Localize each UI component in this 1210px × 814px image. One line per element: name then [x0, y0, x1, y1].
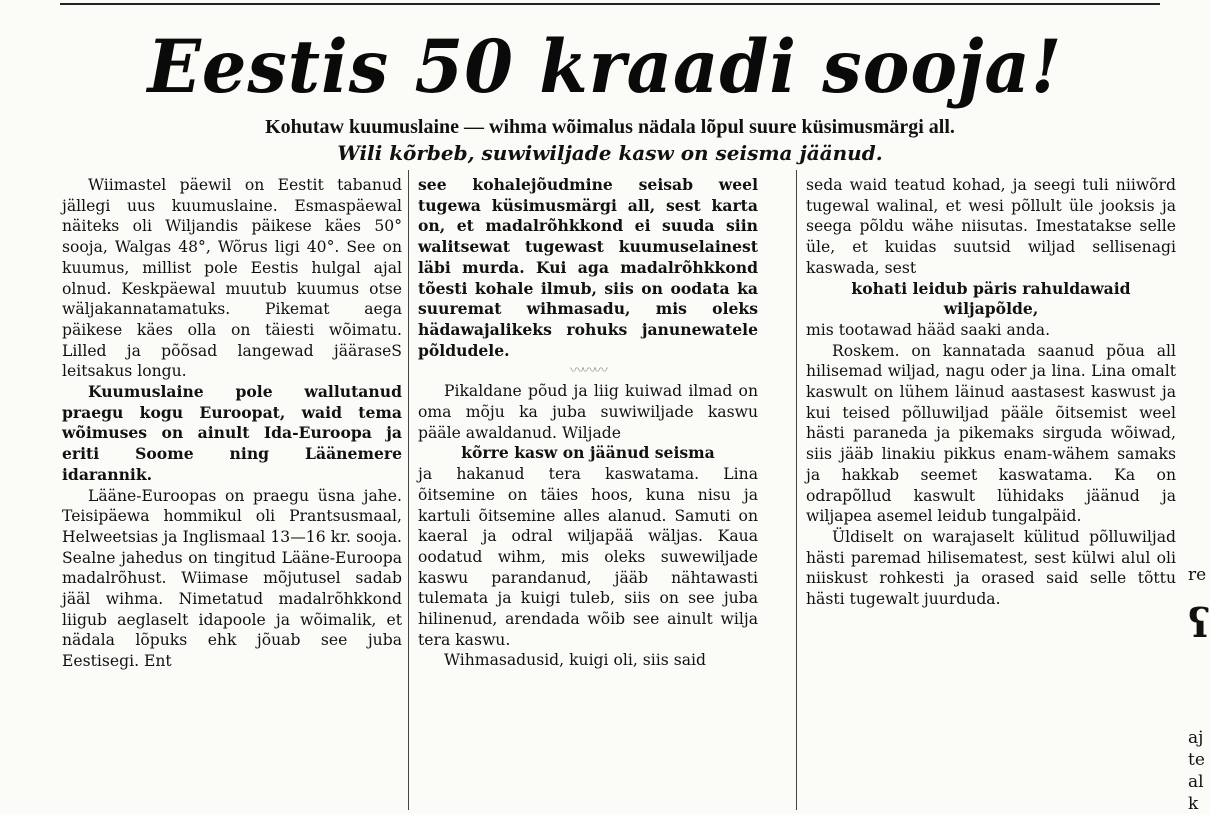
col3-subheading: kohati leidub päris rahuldawaid wiljapõlde, [851, 278, 1131, 319]
col3-paragraph-4: Üldiselt on warajaselt külitud põlluwiljad hästi paremad hilisematest, sest külwi alul oli niiskust rohkesti ja orased said selle tõttu hästi tugewalt juurduda. [806, 527, 1176, 609]
subheadline: Kohutaw kuumuslaine — wihma wõimalus nädala lõpul suure küsimusmärgi all. [265, 116, 955, 138]
col3-paragraph-1: seda waid teatud kohad, ja seegi tuli niiwõrd tugewal walinal, et wesi põllult üle jooksis ja seega põldu wähe niisutas. Imestatakse selle üle, et kuidas suutsid wiljad sellisenagi kaswada, sest [806, 176, 1176, 277]
col2-paragraph-4: Wihmasadusid, kuigi oli, siis said [444, 651, 706, 670]
headline: Eestis 50 kraadi sooja! [147, 22, 1063, 111]
top-rule [60, 3, 1160, 5]
edge-fragment-5: al [1188, 772, 1204, 792]
article-column-2 [418, 175, 758, 671]
col2-paragraph-2: Pikaldane põud ja liig kuiwad ilmad on oma mõju ka juba suwiwiljade kaswu pääle awaldanud. Wiljade [418, 382, 758, 442]
col1-paragraph-1: Wiimastel päewil on Eestit tabanud jällegi uus kuumuslaine. Esmaspäewal näiteks oli Wiljandis päikese käes 50° sooja, Walgas 48°, Wõrus ligi 40°. See on kuumus, millist pole Eestis hulgal ajal olnud. Keskpäewal muutub kuumus otse wäljakannatamatuks. Pikemat aega päikese käes olla on täiesti wõimatu. Lilled ja põõsad langewad jääraseS leitsakus longu. [62, 176, 402, 381]
edge-fragment-6: k [1188, 794, 1199, 814]
column-divider-2 [796, 170, 797, 810]
article-column-1 [62, 175, 402, 672]
col3-paragraph-3: Roskem. on kannatada saanud põua all hilisemad wiljad, nagu oder ja lina. Lina omalt kaswult on lühem läinud aastasest kaswust ja kui teised põlluwiljad pääle õitsemist weel hästi paraneda ja pikemaks sirguda wõiwad, siis jääb linakiu pikkus enam-wähem samaks ja hakkab seemet kaswatama. Ka on odrapõllud kaswult lühidaks jäänud ja wiljapea asemel leidub tungalpäid. [806, 341, 1176, 526]
col2-paragraph-1: see kohalejõudmine seisab weel tugewa küsimusmärgi all, sest karta on, et madalrõhkkond ei suuda siin walitsewat tugewast kuumuselainest läbi murda. Kui aga madalrõhkkond tõesti kohale ilmub, siis on oodata ka suuremat wihmasadu, mis oleks hädawajalikeks rohuks janunewatele põldudele. [418, 175, 758, 360]
edge-fragment-1: re [1188, 565, 1207, 585]
edge-fragment-4: te [1188, 750, 1205, 770]
section-divider-wave: 〰〰〰 [570, 363, 606, 380]
article-column-3 [806, 175, 1176, 610]
col1-paragraph-3: Lääne-Euroopas on praegu üsna jahe. Teisipäewa hommikul oli Prantsusmaal, Helweetsias ja Inglismaal 13—16 kr. sooja. Sealne jahedus on tingitud Lääne-Euroopa madalrõhust. Wiimase mõjutusel sadab jääl wihma. Nimetatud madalrõhkkond liigub aeglaselt idapoole ja wõimalik, et nädala lõpuks ehk jõuab see juba Eestisegi. Ent [62, 486, 402, 671]
col1-paragraph-2: Kuumuslaine pole wallutanud praegu kogu Euroopat, waid tema wõimuses on ainult Ida-Euroopa ja eriti Soome ning Läänemere idarannik. [62, 382, 402, 484]
edge-fragment-2: ʕ [1188, 600, 1210, 647]
col2-subheading: kõrre kasw on jäänud seisma [461, 443, 715, 463]
column-divider-1 [408, 170, 409, 810]
col2-paragraph-3: ja hakanud tera kaswatama. Lina õitsemine on täies hoos, kuna nisu ja kartuli õitsemine alles alanud. Samuti on kaeral ja odral wiljapää wäljas. Kaua oodatud wihm, mis oleks suwewiljade kaswu parandanud, jääb nähtawasti tulemata ja kuigi tuleb, siis on see juba hilinenud, arendada wõib see ainult wilja tera kaswu. [418, 465, 758, 649]
subheadline-2: Wili kõrbeb, suwiwiljade kasw on seisma jäänud. [337, 141, 883, 165]
edge-fragment-3: aj [1188, 728, 1204, 748]
col3-paragraph-2: mis tootawad hääd saaki anda. [806, 320, 1051, 339]
